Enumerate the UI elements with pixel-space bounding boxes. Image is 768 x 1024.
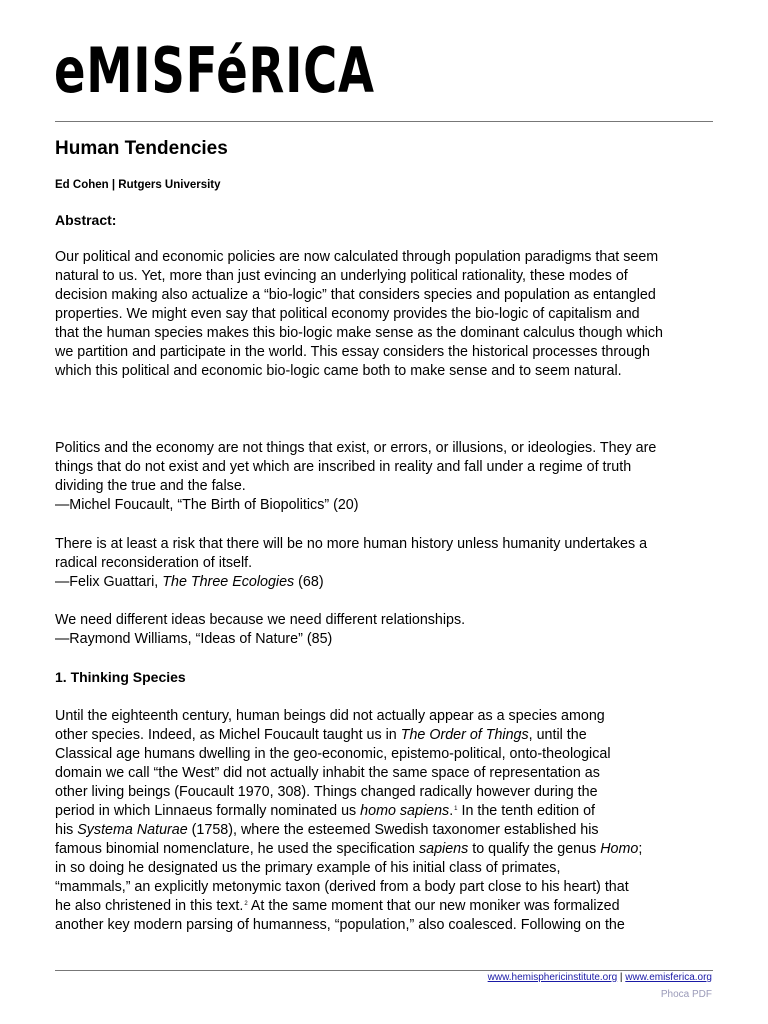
body-line: “mammals,” an explicitly metonymic taxon (derived from a body part close to his heart) that (55, 879, 629, 895)
article-title: Human Tendencies (55, 138, 228, 159)
epigraph-line: radical reconsideration of itself. (55, 555, 253, 571)
abstract-line: we partition and participate in the world. This essay considers the historical processes through (55, 344, 650, 360)
footnote-marker[interactable]: 2 (244, 901, 248, 907)
body-line: other species. Indeed, as Michel Foucault taught us in The Order of Things, until the (55, 727, 587, 743)
body-line: in so doing he designated us the primary example of his initial class of primates, (55, 860, 561, 876)
footer-links (488, 972, 712, 984)
epigraph-foucault (55, 439, 656, 515)
epigraph-line: We need different ideas because we need different relationships. (55, 612, 466, 628)
section-heading: 1. Thinking Species (55, 669, 186, 685)
body-line: his Systema Naturae (1758), where the esteemed Swedish taxonomer established his (55, 822, 599, 838)
epigraph-attribution: —Raymond Williams, “Ideas of Nature” (85) (55, 631, 333, 647)
body-line: famous binomial nomenclature, he used the specification sapiens to qualify the genus Homo; (55, 841, 643, 857)
epigraph-line: There is at least a risk that there will be no more human history unless humanity undertakes a (55, 536, 648, 552)
abstract-line: which this political and economic bio-logic came both to make sense and to seem natural. (55, 363, 622, 379)
attribution-title: The Three Ecologies (162, 574, 295, 590)
book-title: Systema Naturae (77, 822, 188, 838)
body-line: Classical age humans dwelling in the geo-economic, epistemo-political, onto-theological (55, 746, 611, 762)
attribution-suffix: (68) (294, 574, 324, 590)
byline (55, 178, 221, 192)
header-divider (55, 121, 713, 122)
body-line: domain we call “the West” did not actually inhabit the same space of representation as (55, 765, 600, 781)
phoca-pdf-label: Phoca PDF (660, 989, 712, 1000)
emisferica-link[interactable]: www.emisferica.org (625, 972, 712, 983)
abstract-line: properties. We might even say that political economy provides the bio-logic of capitalism and (55, 306, 640, 322)
abstract-line: that the human species makes this bio-logic make sense as the dominant calculus though which (55, 325, 663, 341)
abstract-paragraph (55, 248, 663, 381)
term-italic: Homo (600, 841, 639, 857)
body-line: period in which Linnaeus formally nominated us homo sapiens.$^1$ In the tenth edition of (55, 803, 596, 819)
footer-divider (55, 970, 713, 971)
author-affiliation: Rutgers University (118, 179, 221, 191)
body-line: another key modern parsing of humanness, “population,” also coalesced. Following on the (55, 917, 625, 933)
body-line: he also christened in this text.$^2$ At the same moment that our new moniker was formalized (55, 898, 620, 914)
abstract-heading: Abstract: (55, 212, 117, 228)
epigraph-attribution (55, 573, 647, 592)
abstract-line: natural to us. Yet, more than just evincing an underlying political rationality, these modes of (55, 268, 628, 284)
author-name: Ed Cohen (55, 179, 109, 191)
body-line: Until the eighteenth century, human beings did not actually appear as a species among (55, 708, 605, 724)
epigraph-guattari (55, 535, 647, 592)
emisferica-logo: eMISFéRICA (54, 34, 375, 107)
term-italic: sapiens (418, 841, 469, 857)
body-paragraph (55, 707, 642, 935)
abstract-line: decision making also actualize a “bio-logic” that considers species and population as entangled (55, 287, 656, 303)
epigraph-line: things that do not exist and yet which are inscribed in reality and fall under a regime of truth (55, 459, 632, 475)
attribution-prefix: —Felix Guattari, (55, 574, 163, 590)
hemispheric-institute-link[interactable]: www.hemisphericinstitute.org (487, 972, 618, 983)
epigraph-williams (55, 611, 465, 649)
epigraph-line: Politics and the economy are not things that exist, or errors, or illusions, or ideologies. They are (55, 440, 657, 456)
body-line: other living beings (Foucault 1970, 308). Things changed radically however during the (55, 784, 598, 800)
footer-separator: | (617, 972, 626, 983)
epigraph-line: dividing the true and the false. (55, 478, 246, 494)
byline-separator: | (108, 179, 119, 191)
abstract-line: Our political and economic policies are now calculated through population paradigms that seem (55, 249, 659, 265)
footnote-marker[interactable]: 1 (454, 806, 458, 812)
book-title: The Order of Things (400, 727, 529, 743)
species-name: homo sapiens (360, 803, 450, 819)
epigraph-attribution: —Michel Foucault, “The Birth of Biopolitics” (20) (55, 497, 359, 513)
